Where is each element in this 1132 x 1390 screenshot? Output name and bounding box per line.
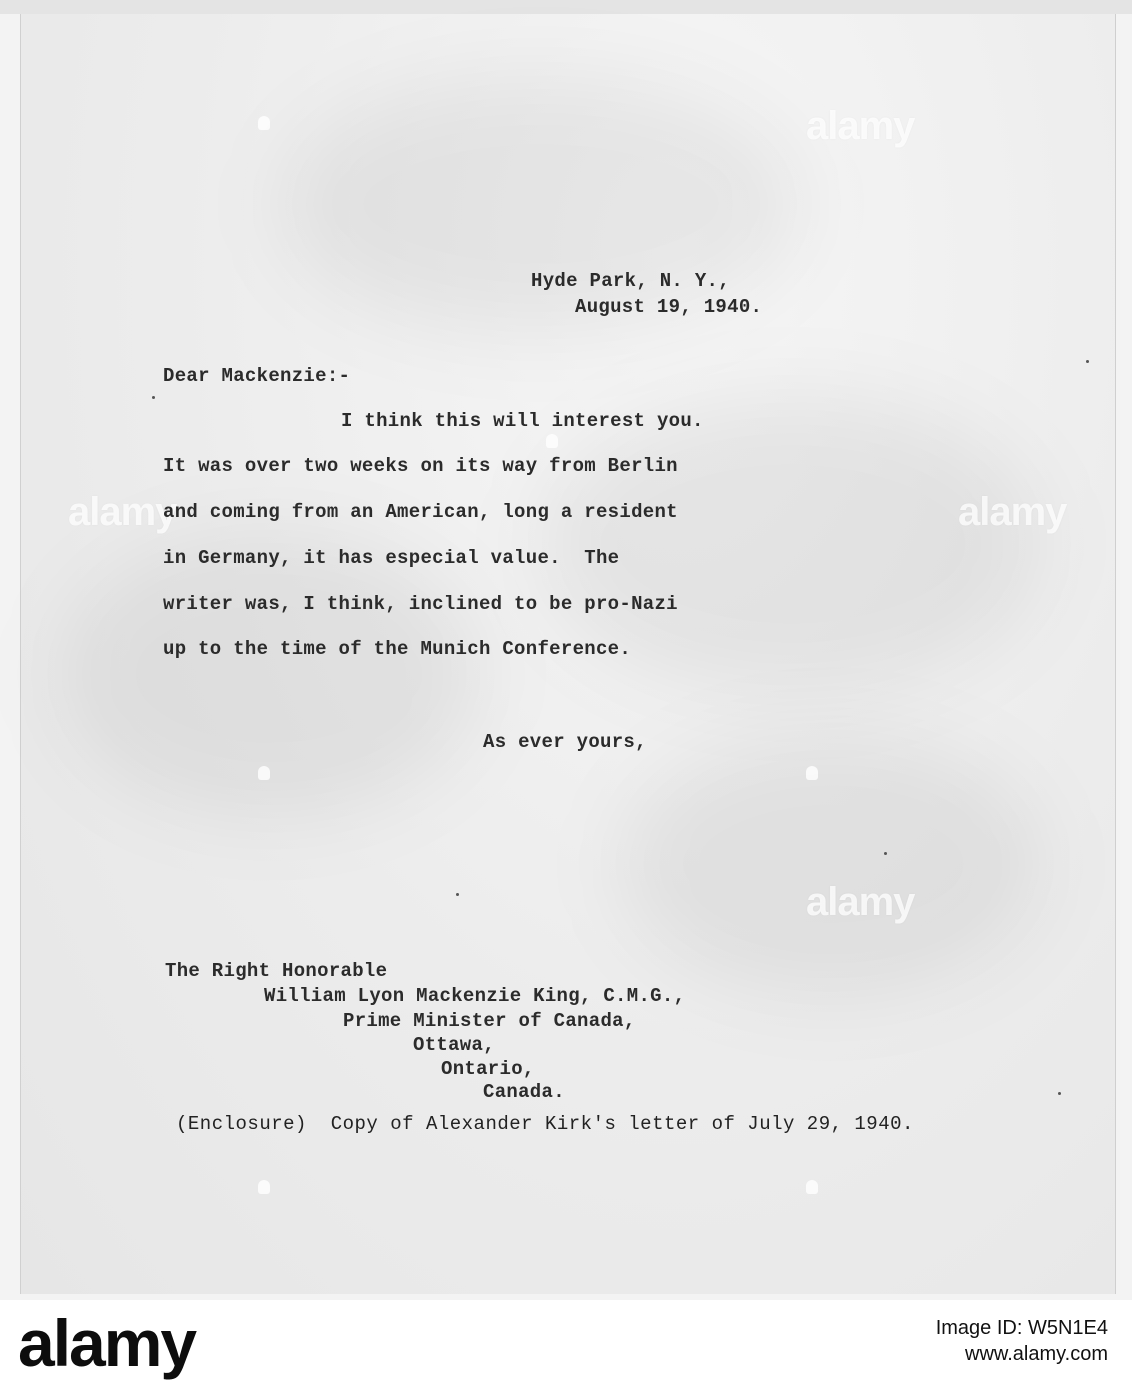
letter-date: August 19, 1940. [575,296,763,318]
letter-body-line: writer was, I think, inclined to be pro-Nazi [163,593,678,615]
addressee-line: Prime Minister of Canada, [343,1010,636,1032]
addressee-line: The Right Honorable [165,960,388,982]
watermark-dot [258,766,270,780]
enclosure-note: (Enclosure) Copy of Alexander Kirk's letter of July 29, 1940. [176,1113,914,1135]
letter-salutation: Dear Mackenzie:- [163,365,351,387]
addressee-line: Canada. [483,1081,565,1103]
footer-info [936,1316,1108,1368]
alamy-logo[interactable]: alamy [18,1306,196,1380]
watermark: alamy [958,490,1067,534]
letter-body-line: in Germany, it has especial value. The [163,547,620,569]
letter-body-line: It was over two weeks on its way from Berlin [163,455,678,477]
addressee-line: Ottawa, [413,1034,495,1056]
watermark-dot [258,1180,270,1194]
addressee-line: William Lyon Mackenzie King, C.M.G., [264,985,686,1007]
watermark: alamy [68,490,177,534]
watermark-dot [806,766,818,780]
watermark: alamy [806,880,915,924]
image-id: Image ID: W5N1E4 [935,1317,1108,1339]
scan-edge [0,0,1132,14]
watermark-dot [546,434,558,448]
watermark-dot [806,1180,818,1194]
watermark: alamy [806,104,915,148]
letter-body-line: I think this will interest you. [341,410,704,432]
letter-place: Hyde Park, N. Y., [531,270,730,292]
footer-url[interactable]: www.alamy.com [965,1343,1108,1365]
addressee-line: Ontario, [441,1058,535,1080]
watermark-dot [258,116,270,130]
letter-closing: As ever yours, [483,731,647,753]
letter-body-line: up to the time of the Munich Conference. [163,638,632,660]
letter-body-line: and coming from an American, long a resident [163,501,678,523]
